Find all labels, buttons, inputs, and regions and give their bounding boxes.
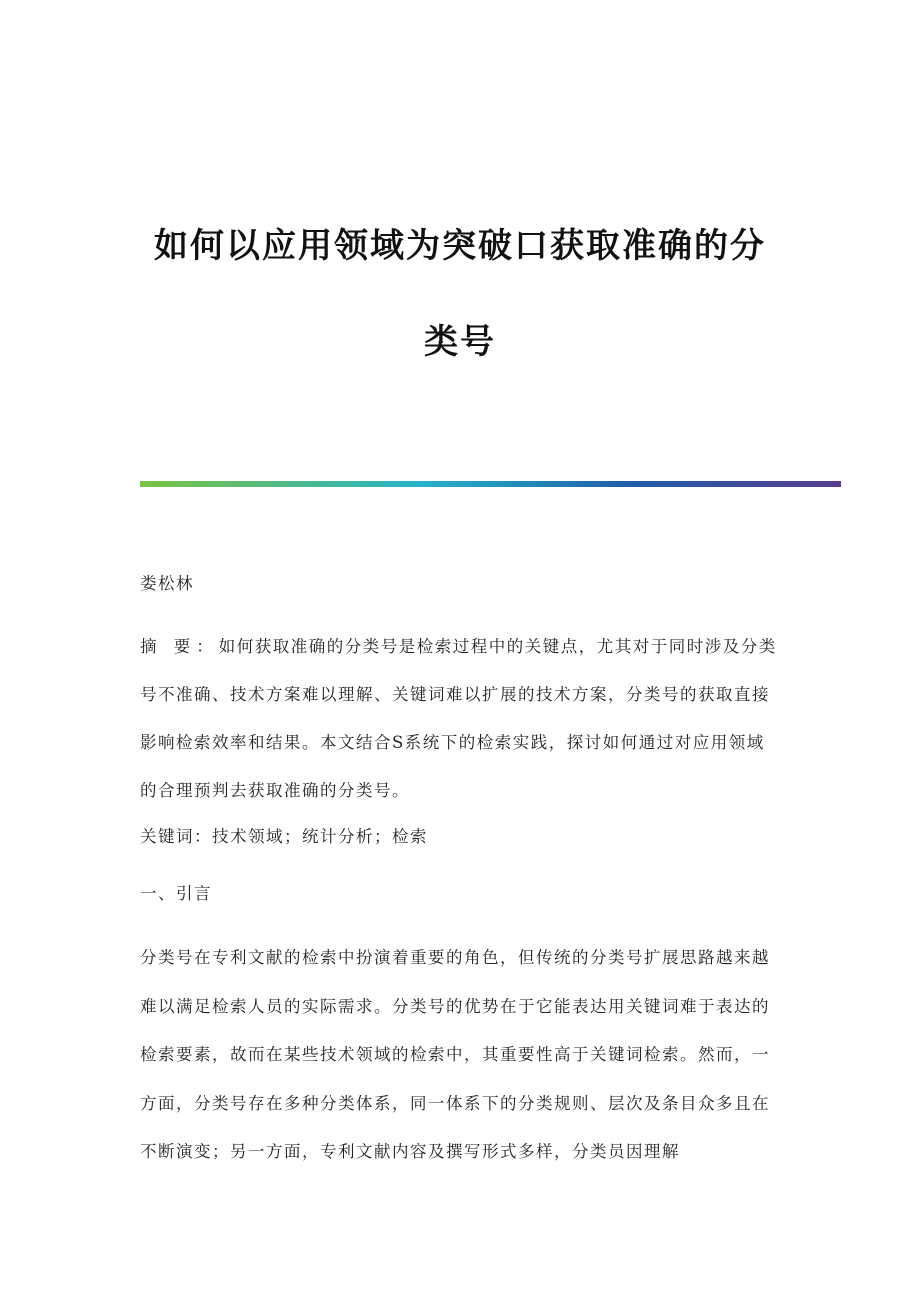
- keywords-line: 关键词：技术领域；统计分析；检索: [140, 827, 428, 846]
- title-divider: [140, 481, 841, 487]
- abstract-text: 如何获取准确的分类号是检索过程中的关键点，尤其对于同时涉及分类号不准确、技术方案难以理解、关键词难以扩展的技术方案，分类号的获取直接影响检索效率和结果。本文结合S系统下的检索实践，探讨如何通过对应用领域的合理预判去获取准确的分类号。: [140, 637, 777, 800]
- document-title-line-1: 如何以应用领域为突破口获取准确的分: [154, 226, 766, 266]
- abstract-paragraph: [140, 623, 782, 815]
- section-heading: 一、引言: [140, 884, 212, 903]
- intro-paragraph: 分类号在专利文献的检索中扮演着重要的角色，但传统的分类号扩展思路越来越难以满足检索人员的实际需求。分类号的优势在于它能表达用关键词难于表达的检索要素，故而在某些技术领域的检索中，其重要性高于关键词检索。然而，一方面，分类号存在多种分类体系，同一体系下的分类规则、层次及条目众多且在不断演变；另一方面，专利文献内容及撰写形式多样，分类员因理解: [140, 948, 770, 1161]
- author-name: 娄松林: [140, 574, 194, 593]
- abstract-label: 摘 要：: [140, 637, 219, 656]
- document-title-line-2: 类号: [424, 322, 496, 362]
